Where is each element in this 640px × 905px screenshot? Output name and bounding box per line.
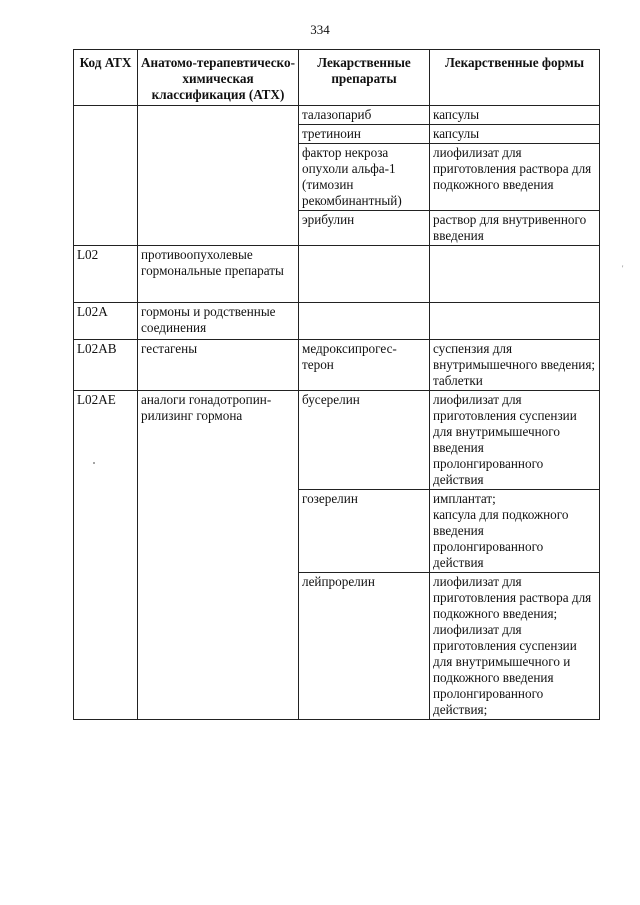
table-row: [74, 303, 600, 340]
margin-tick-mark: ': [622, 264, 624, 273]
drug-cell: талазопариб: [299, 106, 430, 125]
table-header-row: [74, 50, 600, 106]
table-row: [74, 391, 600, 490]
form-cell: лиофилизат для приготовления раствора для подкожного введения: [430, 144, 600, 211]
classification-cell-empty: [138, 106, 299, 246]
drug-cell: лейпрорелин: [299, 573, 430, 720]
form-cell: имплантат; капсула для подкожного введения пролонгированного действия: [430, 490, 600, 573]
atx-table: [73, 49, 600, 720]
drug-cell: эрибулин: [299, 211, 430, 246]
code-cell: L02: [74, 246, 138, 303]
classification-cell: гестагены: [138, 340, 299, 391]
form-cell-empty: [430, 246, 600, 303]
form-cell: капсулы: [430, 125, 600, 144]
drug-cell: третиноин: [299, 125, 430, 144]
page-number: 334: [310, 22, 330, 37]
code-cell: L02AB: [74, 340, 138, 391]
drug-cell: гозерелин: [299, 490, 430, 573]
drug-cell: медроксипрогес-терон: [299, 340, 430, 391]
form-cell: раствор для внутривенного введения: [430, 211, 600, 246]
classification-cell: аналоги гонадотропин-рилизинг гормона: [138, 391, 299, 720]
drug-cell: бусерелин: [299, 391, 430, 490]
code-cell: L02AE: [74, 391, 138, 720]
table-row: [74, 106, 600, 125]
scan-artifact-dot: [93, 462, 95, 464]
form-cell-empty: [430, 303, 600, 340]
code-cell-empty: [74, 106, 138, 246]
form-cell: лиофилизат для приготовления раствора для подкожного введения; лиофилизат для приготовления суспензии для внутримышечного и подкожного введения пролонгированного действия;: [430, 573, 600, 720]
form-cell: суспензия для внутримышечного введения; таблетки: [430, 340, 600, 391]
form-cell: лиофилизат для приготовления суспензии для внутримышечного введения пролонгированного действия: [430, 391, 600, 490]
header-code: Код АТХ: [74, 50, 138, 106]
drug-cell-empty: [299, 246, 430, 303]
table-row: [74, 246, 600, 303]
classification-cell: противоопухолевые гормональные препараты: [138, 246, 299, 303]
header-forms: Лекарственные формы: [430, 50, 600, 106]
drug-cell-empty: [299, 303, 430, 340]
header-drugs: Лекарственные препараты: [299, 50, 430, 106]
drug-cell: фактор некроза опухоли альфа-1 (тимозин рекомбинантный): [299, 144, 430, 211]
code-cell: L02A: [74, 303, 138, 340]
header-classification: Анатомо-терапевтическо-химическая классификация (АТХ): [138, 50, 299, 106]
form-cell: капсулы: [430, 106, 600, 125]
table-row: [74, 340, 600, 391]
classification-cell: гормоны и родственные соединения: [138, 303, 299, 340]
